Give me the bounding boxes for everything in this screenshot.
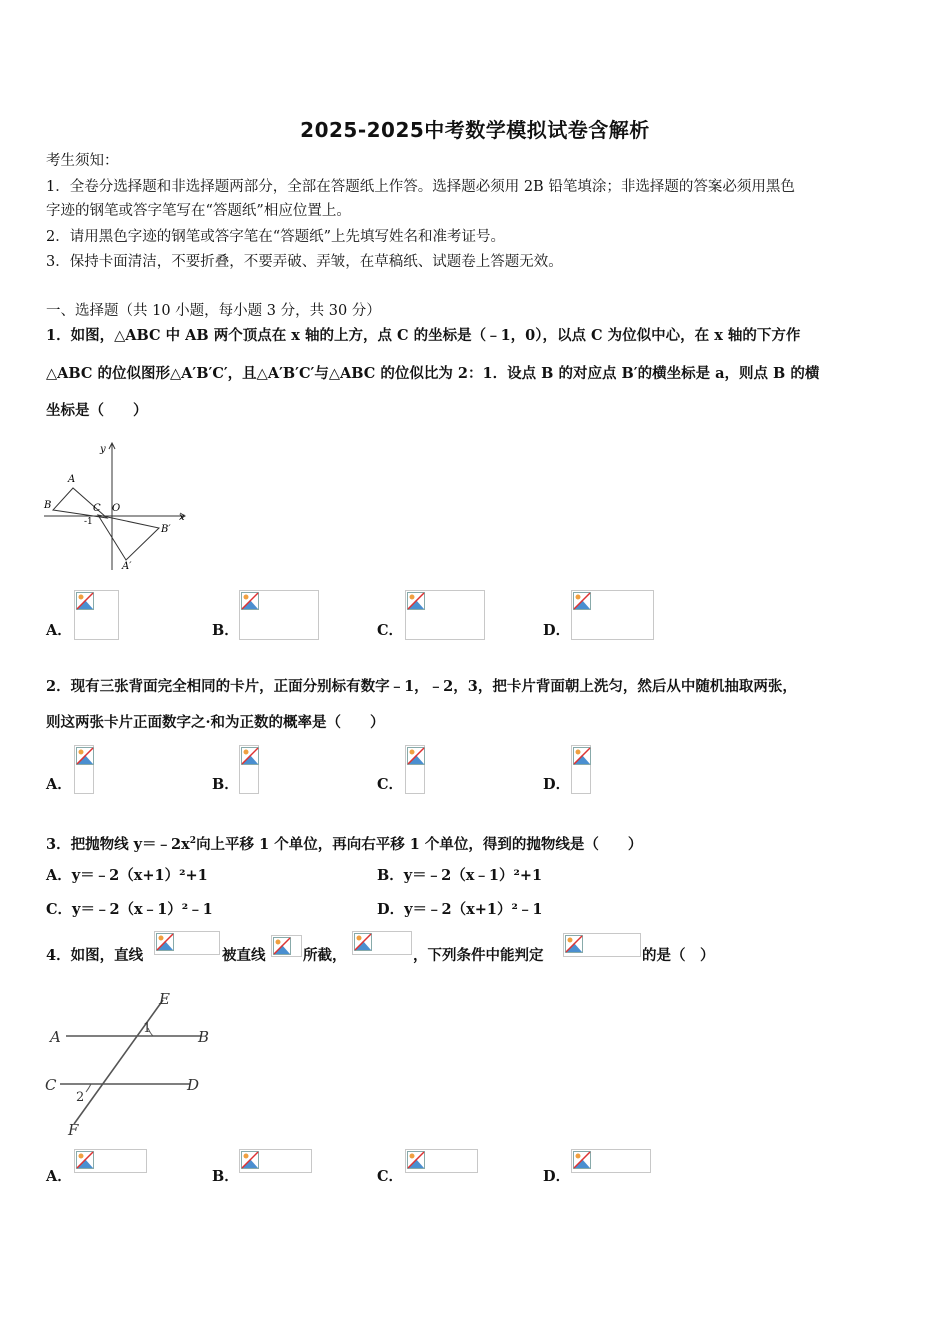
broken-image-icon — [76, 592, 94, 610]
q4-option-b-image[interactable] — [239, 1149, 312, 1173]
q4-part5: 的是（ ） — [642, 947, 715, 964]
label-o: O — [112, 503, 121, 514]
broken-image-icon — [573, 747, 591, 765]
q2-line1: 2．现有三张背面完全相同的卡片，正面分别标有数字﹣1，﹣2，3，把卡片背面朝上洗匀，然后从中随机抽取两张， — [46, 678, 797, 695]
q3-stem-b: 向上平移 1 个单位，再向右平移 1 个单位，得到的抛物线是（ ） — [196, 835, 643, 853]
q3-option-a: A．y＝﹣2（x+1）²+1 — [46, 867, 208, 884]
q3-stem-a: 3．把抛物线 y＝﹣2x — [46, 835, 190, 853]
q4-inline-image-1[interactable] — [154, 931, 220, 955]
q2-option-c-label: C． — [377, 776, 404, 793]
page-title: 2025-2025中考数学模拟试卷含解析 — [300, 118, 650, 142]
notice-line1a: 1．全卷分选择题和非选择题两部分，全部在答题纸上作答。选择题必须用 2B 铅笔填涂；非选择题的答案必须用黑色 — [46, 179, 795, 195]
q3-option-c: C．y＝﹣2（x﹣1）²﹣1 — [46, 901, 213, 918]
broken-image-icon — [407, 1151, 425, 1169]
q1-option-b-label: B． — [212, 622, 239, 639]
label-f: F — [68, 1121, 79, 1138]
broken-image-icon — [76, 1151, 94, 1169]
label-b: B — [198, 1028, 210, 1046]
label-angle-1: 1 — [143, 1021, 152, 1036]
label-angle-2: 2 — [76, 1090, 85, 1105]
q2-option-d-image[interactable] — [571, 745, 591, 794]
q1-line1: 1．如图，△ABC 中 AB 两个顶点在 x 轴的上方，点 C 的坐标是（﹣1，0），以点 C 为位似中心，在 x 轴的下方作 — [46, 327, 801, 344]
broken-image-icon — [76, 747, 94, 765]
q4-option-a-label: A． — [46, 1168, 72, 1185]
q4-inline-image-2[interactable] — [271, 935, 302, 957]
q4-option-c-label: C． — [377, 1168, 404, 1185]
q4-inline-image-3[interactable] — [352, 931, 412, 955]
broken-image-icon — [573, 592, 591, 610]
q3-stem-sup: 2 — [189, 836, 197, 846]
q1-line3: 坐标是（ ） — [46, 402, 148, 419]
q4-part2: 被直线 — [222, 947, 266, 964]
q4-option-d-image[interactable] — [571, 1149, 651, 1173]
q4-inline-image-4[interactable] — [563, 933, 641, 957]
q1-option-d-image[interactable] — [571, 590, 654, 640]
label-minus-one: -1 — [84, 517, 93, 527]
q4-lines-figure — [40, 988, 215, 1138]
q1-line2: △ABC 的位似图形△A′B′C′，且△A′B′C′与△ABC 的位似比为 2：1．设点 B 的对应点 B′的横坐标是 a，则点 B 的横 — [46, 365, 820, 382]
broken-image-icon — [241, 747, 259, 765]
label-y: y — [100, 444, 106, 455]
notice-heading: 考生须知： — [46, 153, 119, 169]
label-a: A — [68, 474, 76, 485]
line-ef — [74, 1000, 163, 1124]
label-a-prime: A′ — [122, 561, 132, 572]
q1-option-d-label: D． — [543, 622, 571, 639]
q2-line2: 则这两张卡片正面数字之·和为正数的概率是（ ） — [46, 714, 385, 731]
q1-option-a-image[interactable] — [74, 590, 119, 640]
label-d: D — [187, 1076, 200, 1094]
broken-image-icon — [407, 747, 425, 765]
broken-image-icon — [273, 937, 291, 955]
q3-option-d: D．y＝﹣2（x+1）²﹣1 — [377, 901, 543, 918]
triangle-apbpcp — [98, 515, 159, 560]
label-e: E — [159, 990, 170, 1008]
q4-option-d-label: D． — [543, 1168, 571, 1185]
q2-option-b-image[interactable] — [239, 745, 259, 794]
q1-coordinate-figure — [40, 438, 190, 573]
broken-image-icon — [354, 933, 372, 951]
section-heading: 一、选择题（共 10 小题，每小题 3 分，共 30 分） — [46, 303, 381, 319]
q4-part1: 4．如图，直线 — [46, 947, 144, 964]
q3-option-b: B．y＝﹣2（x﹣1）²+1 — [377, 867, 543, 884]
notice-line2: 2．请用黑色字迹的钢笔或答字笔在“答题纸”上先填写姓名和准考证号。 — [46, 229, 506, 245]
q2-option-c-image[interactable] — [405, 745, 425, 794]
q4-part4: ，下列条件中能判定 — [413, 947, 544, 964]
q1-option-c-image[interactable] — [405, 590, 485, 640]
broken-image-icon — [156, 933, 174, 951]
broken-image-icon — [241, 592, 259, 610]
q4-option-b-label: B． — [212, 1168, 239, 1185]
broken-image-icon — [565, 935, 583, 953]
q4-option-c-image[interactable] — [405, 1149, 478, 1173]
label-a: A — [50, 1028, 61, 1046]
notice-line1b: 字迹的钢笔或答字笔写在“答题纸”相应位置上。 — [46, 203, 351, 219]
label-x: x — [179, 512, 185, 523]
angle-2-arc — [86, 1084, 91, 1092]
q4-part3: 所截， — [303, 947, 347, 964]
broken-image-icon — [573, 1151, 591, 1169]
q2-option-b-label: B． — [212, 776, 239, 793]
label-c: C — [93, 503, 101, 514]
label-b: B — [44, 500, 52, 511]
q2-option-a-label: A． — [46, 776, 72, 793]
q2-option-a-image[interactable] — [74, 745, 94, 794]
q4-option-a-image[interactable] — [74, 1149, 147, 1173]
q2-option-d-label: D． — [543, 776, 571, 793]
q1-option-c-label: C． — [377, 622, 404, 639]
label-c: C — [45, 1076, 57, 1094]
label-b-prime: B′ — [161, 524, 171, 535]
notice-line3: 3．保持卡面清洁，不要折叠，不要弄破、弄皱，在草稿纸、试题卷上答题无效。 — [46, 254, 563, 270]
q3-stem — [46, 831, 642, 855]
q1-option-b-image[interactable] — [239, 590, 319, 640]
broken-image-icon — [241, 1151, 259, 1169]
broken-image-icon — [407, 592, 425, 610]
q1-option-a-label: A． — [46, 622, 72, 639]
